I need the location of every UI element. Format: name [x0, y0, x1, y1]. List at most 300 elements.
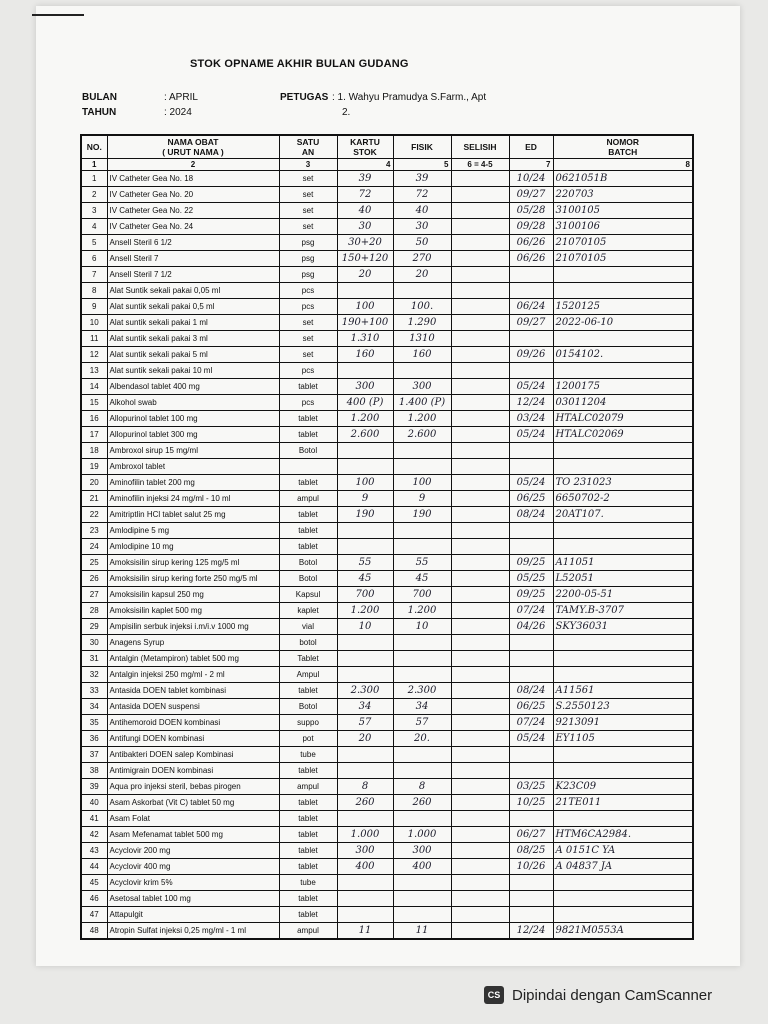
row-ed: 09/28 [509, 219, 553, 235]
row-fisik [393, 459, 451, 475]
index-cell: 7 [509, 159, 553, 171]
row-unit: Kapsul [279, 587, 337, 603]
table-row [81, 475, 693, 491]
row-kartu [337, 811, 393, 827]
row-selisih [451, 379, 509, 395]
table-row [81, 299, 693, 315]
row-selisih [451, 299, 509, 315]
row-no: 48 [81, 923, 107, 940]
row-no: 29 [81, 619, 107, 635]
table-row [81, 827, 693, 843]
row-ed: 06/26 [509, 235, 553, 251]
row-no: 13 [81, 363, 107, 379]
row-ed: 04/26 [509, 619, 553, 635]
row-unit: tablet [279, 795, 337, 811]
row-fisik: 160 [393, 347, 451, 363]
row-name: Amitriptlin HCl tablet salut 25 mg [107, 507, 279, 523]
row-kartu: 30+20 [337, 235, 393, 251]
row-ed: 05/28 [509, 203, 553, 219]
row-batch: 0154102. [553, 347, 693, 363]
row-selisih [451, 459, 509, 475]
row-batch: TAMY.B-3707 [553, 603, 693, 619]
row-no: 4 [81, 219, 107, 235]
row-ed: 12/24 [509, 923, 553, 940]
row-fisik [393, 443, 451, 459]
row-selisih [451, 795, 509, 811]
row-selisih [451, 283, 509, 299]
row-batch [553, 539, 693, 555]
row-ed: 09/26 [509, 347, 553, 363]
row-ed [509, 459, 553, 475]
table-row [81, 683, 693, 699]
row-fisik: 8 [393, 779, 451, 795]
row-batch [553, 811, 693, 827]
row-selisih [451, 683, 509, 699]
row-unit: pcs [279, 283, 337, 299]
row-fisik [393, 891, 451, 907]
header-ed: ED [509, 135, 553, 159]
row-batch [553, 283, 693, 299]
header-satuan [279, 135, 337, 159]
row-kartu: 100 [337, 299, 393, 315]
row-selisih [451, 203, 509, 219]
row-name: Ampisilin serbuk injeksi i.m/i.v 1000 mg [107, 619, 279, 635]
row-kartu [337, 459, 393, 475]
row-selisih [451, 523, 509, 539]
row-selisih [451, 747, 509, 763]
row-batch: 3100106 [553, 219, 693, 235]
header-nama-line1: NAMA OBAT [167, 137, 219, 147]
row-batch: 03011204 [553, 395, 693, 411]
row-fisik [393, 283, 451, 299]
row-batch: L52051 [553, 571, 693, 587]
row-kartu: 1.310 [337, 331, 393, 347]
table-row [81, 251, 693, 267]
row-name: IV Catheter Gea No. 20 [107, 187, 279, 203]
row-kartu [337, 747, 393, 763]
row-selisih [451, 331, 509, 347]
row-unit: set [279, 331, 337, 347]
row-selisih [451, 491, 509, 507]
row-batch: 20AT107. [553, 507, 693, 523]
table-body [81, 171, 693, 940]
header-kartu [337, 135, 393, 159]
row-name: Antalgin (Metampiron) tablet 500 mg [107, 651, 279, 667]
row-selisih [451, 507, 509, 523]
index-row [81, 159, 693, 171]
row-ed [509, 891, 553, 907]
bulan-label: BULAN [82, 92, 117, 103]
row-selisih [451, 875, 509, 891]
table-row [81, 507, 693, 523]
row-name: Acyclovir 400 mg [107, 859, 279, 875]
row-no: 45 [81, 875, 107, 891]
table-row [81, 843, 693, 859]
row-batch: 220703 [553, 187, 693, 203]
row-selisih [451, 411, 509, 427]
table-row [81, 363, 693, 379]
row-fisik: 9 [393, 491, 451, 507]
row-kartu: 34 [337, 699, 393, 715]
row-fisik: 10 [393, 619, 451, 635]
row-kartu: 10 [337, 619, 393, 635]
row-unit: tablet [279, 891, 337, 907]
row-fisik: 300 [393, 843, 451, 859]
row-unit: tablet [279, 523, 337, 539]
row-batch [553, 363, 693, 379]
row-kartu [337, 763, 393, 779]
row-name: Anagens Syrup [107, 635, 279, 651]
row-fisik: 1310 [393, 331, 451, 347]
row-fisik: 40 [393, 203, 451, 219]
row-ed: 05/24 [509, 379, 553, 395]
index-cell: 6 = 4-5 [451, 159, 509, 171]
row-batch: HTALC02079 [553, 411, 693, 427]
row-ed [509, 267, 553, 283]
row-fisik: 300 [393, 379, 451, 395]
row-ed [509, 283, 553, 299]
row-no: 11 [81, 331, 107, 347]
row-kartu: 1.200 [337, 411, 393, 427]
row-kartu: 1.200 [337, 603, 393, 619]
row-unit: Botol [279, 555, 337, 571]
row-kartu [337, 443, 393, 459]
row-fisik: 100. [393, 299, 451, 315]
header-nama [107, 135, 279, 159]
row-no: 34 [81, 699, 107, 715]
row-ed: 10/25 [509, 795, 553, 811]
row-unit: ampul [279, 779, 337, 795]
row-ed [509, 747, 553, 763]
row-selisih [451, 539, 509, 555]
row-unit: tablet [279, 827, 337, 843]
row-selisih [451, 555, 509, 571]
row-batch [553, 891, 693, 907]
index-cell: 8 [553, 159, 693, 171]
row-batch [553, 667, 693, 683]
row-fisik [393, 523, 451, 539]
row-fisik: 50 [393, 235, 451, 251]
row-fisik: 1.200 [393, 603, 451, 619]
table-row [81, 795, 693, 811]
row-kartu: 190 [337, 507, 393, 523]
row-name: Acyclovir krim 5% [107, 875, 279, 891]
row-fisik: 45 [393, 571, 451, 587]
row-no: 43 [81, 843, 107, 859]
row-batch: A11561 [553, 683, 693, 699]
header-batch-line1: NOMOR [606, 137, 640, 147]
table-row [81, 667, 693, 683]
row-kartu: 160 [337, 347, 393, 363]
row-unit: set [279, 203, 337, 219]
row-no: 40 [81, 795, 107, 811]
row-kartu [337, 283, 393, 299]
row-fisik: 55 [393, 555, 451, 571]
row-ed: 09/27 [509, 187, 553, 203]
row-ed [509, 331, 553, 347]
row-no: 2 [81, 187, 107, 203]
row-name: Amoksisilin kaplet 500 mg [107, 603, 279, 619]
row-name: Albendasol tablet 400 mg [107, 379, 279, 395]
row-ed: 07/24 [509, 715, 553, 731]
table-row [81, 523, 693, 539]
table-row [81, 427, 693, 443]
row-kartu: 190+100 [337, 315, 393, 331]
row-batch: 2200-05-51 [553, 587, 693, 603]
tahun-value: : 2024 [164, 107, 192, 118]
row-batch: K23C09 [553, 779, 693, 795]
row-ed: 06/27 [509, 827, 553, 843]
row-selisih [451, 891, 509, 907]
row-unit: pcs [279, 395, 337, 411]
table-row [81, 763, 693, 779]
row-fisik: 20. [393, 731, 451, 747]
row-fisik: 270 [393, 251, 451, 267]
row-ed: 09/25 [509, 555, 553, 571]
row-ed: 07/24 [509, 603, 553, 619]
index-cell: 4 [337, 159, 393, 171]
row-ed: 05/25 [509, 571, 553, 587]
row-no: 22 [81, 507, 107, 523]
header-selisih: SELISIH [451, 135, 509, 159]
row-no: 28 [81, 603, 107, 619]
index-cell: 2 [107, 159, 279, 171]
row-name: Alat suntik sekali pakai 3 ml [107, 331, 279, 347]
row-unit: tablet [279, 859, 337, 875]
bulan-value: : APRIL [164, 92, 198, 103]
row-name: Amoksisilin sirup kering 125 mg/5 ml [107, 555, 279, 571]
row-kartu: 8 [337, 779, 393, 795]
header-nama-line2: ( URUT NAMA ) [162, 147, 224, 157]
row-kartu: 30 [337, 219, 393, 235]
row-kartu: 2.600 [337, 427, 393, 443]
row-name: Asetosal tablet 100 mg [107, 891, 279, 907]
row-unit [279, 459, 337, 475]
header-fisik: FISIK [393, 135, 451, 159]
row-kartu: 300 [337, 843, 393, 859]
row-name: IV Catheter Gea No. 24 [107, 219, 279, 235]
row-unit: Botol [279, 443, 337, 459]
row-no: 12 [81, 347, 107, 363]
row-fisik: 34 [393, 699, 451, 715]
row-no: 31 [81, 651, 107, 667]
row-kartu: 72 [337, 187, 393, 203]
row-no: 41 [81, 811, 107, 827]
row-selisih [451, 651, 509, 667]
table-row [81, 187, 693, 203]
row-name: Antibakteri DOEN salep Kombinasi [107, 747, 279, 763]
row-selisih [451, 219, 509, 235]
row-selisih [451, 715, 509, 731]
header-satuan-line2: AN [301, 147, 315, 157]
row-fisik [393, 763, 451, 779]
row-kartu [337, 651, 393, 667]
row-kartu [337, 523, 393, 539]
row-name: Ambroxol sirup 15 mg/ml [107, 443, 279, 459]
row-name: Alat suntik sekali pakai 1 ml [107, 315, 279, 331]
row-unit: tube [279, 875, 337, 891]
row-name: Aminofilin tablet 200 mg [107, 475, 279, 491]
table-row [81, 283, 693, 299]
row-selisih [451, 571, 509, 587]
row-name: Alkohol swab [107, 395, 279, 411]
row-batch: SKY36031 [553, 619, 693, 635]
row-kartu [337, 363, 393, 379]
row-no: 42 [81, 827, 107, 843]
row-no: 19 [81, 459, 107, 475]
row-unit: tablet [279, 379, 337, 395]
row-batch: 0621051B [553, 171, 693, 187]
row-kartu: 400 [337, 859, 393, 875]
row-unit: tablet [279, 811, 337, 827]
row-selisih [451, 315, 509, 331]
row-unit: set [279, 315, 337, 331]
row-name: Aminofilin injeksi 24 mg/ml - 10 ml [107, 491, 279, 507]
row-ed [509, 635, 553, 651]
row-ed: 08/24 [509, 507, 553, 523]
petugas-1: : 1. Wahyu Pramudya S.Farm., Apt [332, 92, 487, 103]
camscanner-watermark [484, 986, 712, 1004]
row-name: Antasida DOEN suspensi [107, 699, 279, 715]
row-selisih [451, 427, 509, 443]
table-row [81, 747, 693, 763]
row-unit: vial [279, 619, 337, 635]
stock-table [80, 134, 694, 940]
row-unit: tablet [279, 843, 337, 859]
row-batch: HTALC02069 [553, 427, 693, 443]
table-row [81, 331, 693, 347]
row-selisih [451, 843, 509, 859]
row-name: Ansell Steril 7 1/2 [107, 267, 279, 283]
row-unit: psg [279, 235, 337, 251]
row-unit: tablet [279, 507, 337, 523]
row-no: 47 [81, 907, 107, 923]
row-fisik [393, 747, 451, 763]
row-fisik: 57 [393, 715, 451, 731]
row-fisik: 700 [393, 587, 451, 603]
row-fisik: 190 [393, 507, 451, 523]
row-no: 1 [81, 171, 107, 187]
row-no: 36 [81, 731, 107, 747]
table-row [81, 651, 693, 667]
row-fisik: 400 [393, 859, 451, 875]
row-name: Amoksisilin sirup kering forte 250 mg/5 ml [107, 571, 279, 587]
row-ed: 05/24 [509, 475, 553, 491]
row-ed: 10/26 [509, 859, 553, 875]
row-name: Antalgin injeksi 250 mg/ml - 2 ml [107, 667, 279, 683]
row-no: 6 [81, 251, 107, 267]
row-name: Allopurinol tablet 300 mg [107, 427, 279, 443]
row-no: 35 [81, 715, 107, 731]
row-selisih [451, 699, 509, 715]
row-unit: tube [279, 747, 337, 763]
table-row [81, 267, 693, 283]
row-name: Asam Askorbat (Vit C) tablet 50 mg [107, 795, 279, 811]
row-selisih [451, 763, 509, 779]
index-cell: 1 [81, 159, 107, 171]
table-row [81, 411, 693, 427]
row-ed [509, 811, 553, 827]
row-unit: tablet [279, 683, 337, 699]
row-unit: set [279, 219, 337, 235]
row-unit: set [279, 171, 337, 187]
row-no: 38 [81, 763, 107, 779]
row-selisih [451, 443, 509, 459]
row-kartu [337, 667, 393, 683]
row-batch: 1200175 [553, 379, 693, 395]
row-ed: 05/24 [509, 427, 553, 443]
row-fisik: 30 [393, 219, 451, 235]
row-batch [553, 875, 693, 891]
row-no: 7 [81, 267, 107, 283]
table-row [81, 571, 693, 587]
row-no: 15 [81, 395, 107, 411]
row-unit: tablet [279, 475, 337, 491]
row-batch: S.2550123 [553, 699, 693, 715]
row-fisik [393, 635, 451, 651]
row-fisik: 1.290 [393, 315, 451, 331]
table-row [81, 443, 693, 459]
row-fisik: 2.600 [393, 427, 451, 443]
row-unit: Tablet [279, 651, 337, 667]
row-unit: Botol [279, 699, 337, 715]
row-ed: 08/24 [509, 683, 553, 699]
row-selisih [451, 779, 509, 795]
row-selisih [451, 667, 509, 683]
row-batch [553, 443, 693, 459]
row-no: 24 [81, 539, 107, 555]
row-ed [509, 907, 553, 923]
row-ed: 09/25 [509, 587, 553, 603]
row-kartu [337, 635, 393, 651]
row-batch [553, 907, 693, 923]
row-batch [553, 523, 693, 539]
row-unit: ampul [279, 491, 337, 507]
row-no: 14 [81, 379, 107, 395]
row-selisih [451, 235, 509, 251]
row-batch: 21TE011 [553, 795, 693, 811]
row-fisik [393, 363, 451, 379]
row-batch [553, 763, 693, 779]
row-no: 18 [81, 443, 107, 459]
row-name: Ambroxol tablet [107, 459, 279, 475]
row-selisih [451, 907, 509, 923]
camscanner-text: Dipindai dengan CamScanner [512, 986, 713, 1004]
row-selisih [451, 731, 509, 747]
row-ed: 06/24 [509, 299, 553, 315]
index-cell: 3 [279, 159, 337, 171]
row-ed [509, 363, 553, 379]
row-name: Amlodipine 5 mg [107, 523, 279, 539]
document-title: STOK OPNAME AKHIR BULAN GUDANG [190, 58, 409, 70]
row-name: Atropin Sulfat injeksi 0,25 mg/ml - 1 ml [107, 923, 279, 940]
table-row [81, 731, 693, 747]
row-fisik: 260 [393, 795, 451, 811]
row-ed [509, 539, 553, 555]
table-row [81, 395, 693, 411]
row-batch: A 0151C YA [553, 843, 693, 859]
table-row [81, 619, 693, 635]
row-unit: pcs [279, 299, 337, 315]
scan-mark [32, 14, 84, 16]
row-no: 30 [81, 635, 107, 651]
row-fisik: 2.300 [393, 683, 451, 699]
row-name: Antihemoroid DOEN kombinasi [107, 715, 279, 731]
row-fisik: 72 [393, 187, 451, 203]
row-batch: EY1105 [553, 731, 693, 747]
table-row [81, 923, 693, 940]
row-name: IV Catheter Gea No. 22 [107, 203, 279, 219]
